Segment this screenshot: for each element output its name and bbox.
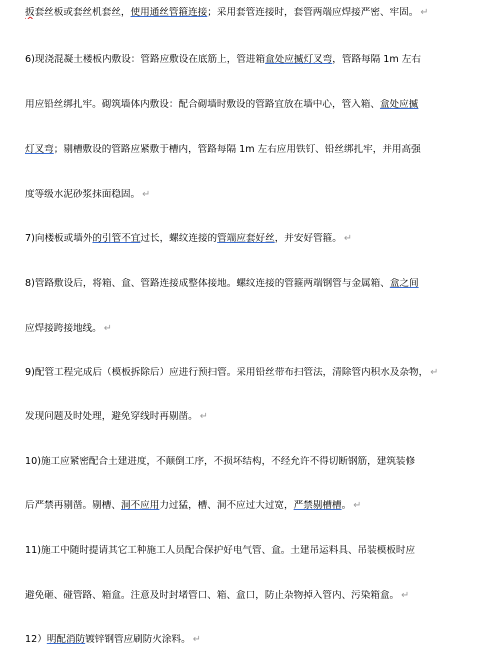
underlined-text: 盒之间 bbox=[389, 278, 419, 289]
text-line bbox=[25, 54, 494, 66]
text-segment: 过长，螺纹连接的 bbox=[140, 233, 218, 244]
paragraph-mark-icon: ↵ bbox=[192, 634, 201, 645]
text-segment: 8)管路敷设后，将箱、盒、管路连接成整体接地。螺纹连接的管箍两端钢管与金属箱、 bbox=[25, 278, 390, 289]
paragraph-mark-icon: ↵ bbox=[142, 189, 151, 200]
text-line bbox=[25, 189, 494, 201]
text-segment: ，管路每隔 1m 左右 bbox=[332, 54, 421, 65]
text-segment: 。 bbox=[341, 500, 352, 511]
text-line bbox=[25, 545, 494, 557]
text-segment: 避免砸、碰管路、箱盒。注意及时封堵管口、箱、盒口，防止杂物掉入管内、污染箱盒。 bbox=[25, 590, 400, 601]
text-line bbox=[25, 634, 494, 646]
underlined-text: 盒处应揻灯叉弯 bbox=[265, 54, 333, 65]
text-line bbox=[25, 500, 494, 512]
text-segment: 7)向楼板或墙外 bbox=[25, 233, 93, 244]
text-segment: ，并安好管箍。 bbox=[274, 233, 342, 244]
text-segment: 力过猛，槽、洞不应过大过宽， bbox=[159, 500, 294, 511]
text-line bbox=[25, 367, 494, 379]
underlined-text: 扳 bbox=[25, 7, 35, 18]
text-line bbox=[25, 233, 494, 245]
text-line bbox=[25, 7, 494, 19]
text-line bbox=[25, 456, 494, 468]
text-segment: 11)施工中随时提请其它工种施工人员配合保护好电气管、盒。土建吊运料具、吊装模板时应 bbox=[25, 545, 416, 556]
underlined-text: 管端应套好丝 bbox=[217, 233, 275, 244]
text-segment: ；采用套管连接时，套管两端应焊接严密、牢固。 bbox=[207, 7, 419, 18]
underlined-text: 明配消防 bbox=[46, 634, 86, 645]
paragraph-mark-icon: ↵ bbox=[353, 500, 362, 511]
text-segment: 9)配管工程完成后（模板拆除后）应进行预扫管。采用铅丝带布扫管法，清除管内积水及杂物， bbox=[25, 367, 429, 378]
text-segment: 用应铅丝绑扎牢。砌筑墙体内敷设：配合砌墙时敷设的管路宜放在墙中心，管入箱、 bbox=[25, 99, 380, 110]
paragraph-mark-icon: ↵ bbox=[420, 7, 429, 18]
text-segment: 后严禁再剔凿。剔槽、 bbox=[25, 500, 121, 511]
paragraph-mark-icon: ↵ bbox=[343, 233, 352, 244]
text-segment: 套丝板或套丝机套丝， bbox=[34, 7, 131, 18]
underlined-text: 严禁剔槽槽 bbox=[293, 500, 342, 511]
text-line bbox=[25, 323, 494, 335]
text-line bbox=[25, 411, 494, 423]
text-segment: 度等级水泥砂浆抹面稳固。 bbox=[25, 189, 141, 200]
text-segment: 12） bbox=[25, 634, 47, 645]
paragraph-mark-icon: ↵ bbox=[430, 367, 439, 378]
text-segment: ；剔槽敷设的管路应紧敷于槽内，管路每隔 1m 左右应用铁钉、铅丝绑扎牢，并用高强 bbox=[53, 144, 421, 155]
underlined-text: 灯叉弯 bbox=[25, 144, 54, 155]
underlined-text: 的引管不宜 bbox=[92, 233, 141, 244]
underlined-text: 使用通丝管箍连接 bbox=[130, 7, 208, 18]
text-line bbox=[25, 590, 494, 602]
text-line bbox=[25, 278, 494, 290]
underlined-text: 洞不应用 bbox=[120, 500, 160, 511]
text-segment: 应焊接跨接地线。 bbox=[25, 323, 102, 334]
text-segment: 镀锌钢管应刷防火涂料。 bbox=[85, 634, 191, 645]
paragraph-mark-icon: ↵ bbox=[401, 590, 410, 601]
text-line bbox=[25, 144, 494, 156]
text-segment: 10)施工应紧密配合土建进度，不颠倒工序，不损坏结构，不经允许不得切断钢筋，建筑装修 bbox=[25, 456, 416, 467]
text-segment: 发现问题及时处理，避免穿线时再剔凿。 bbox=[25, 411, 198, 422]
paragraph-mark-icon: ↵ bbox=[103, 323, 112, 334]
text-segment: 6)现浇混凝土楼板内敷设：管路应敷设在底筋上，管进箱 bbox=[25, 54, 266, 65]
text-line bbox=[25, 99, 494, 111]
paragraph-mark-icon: ↵ bbox=[199, 411, 208, 422]
underlined-text: 盒处应揻 bbox=[379, 99, 419, 110]
